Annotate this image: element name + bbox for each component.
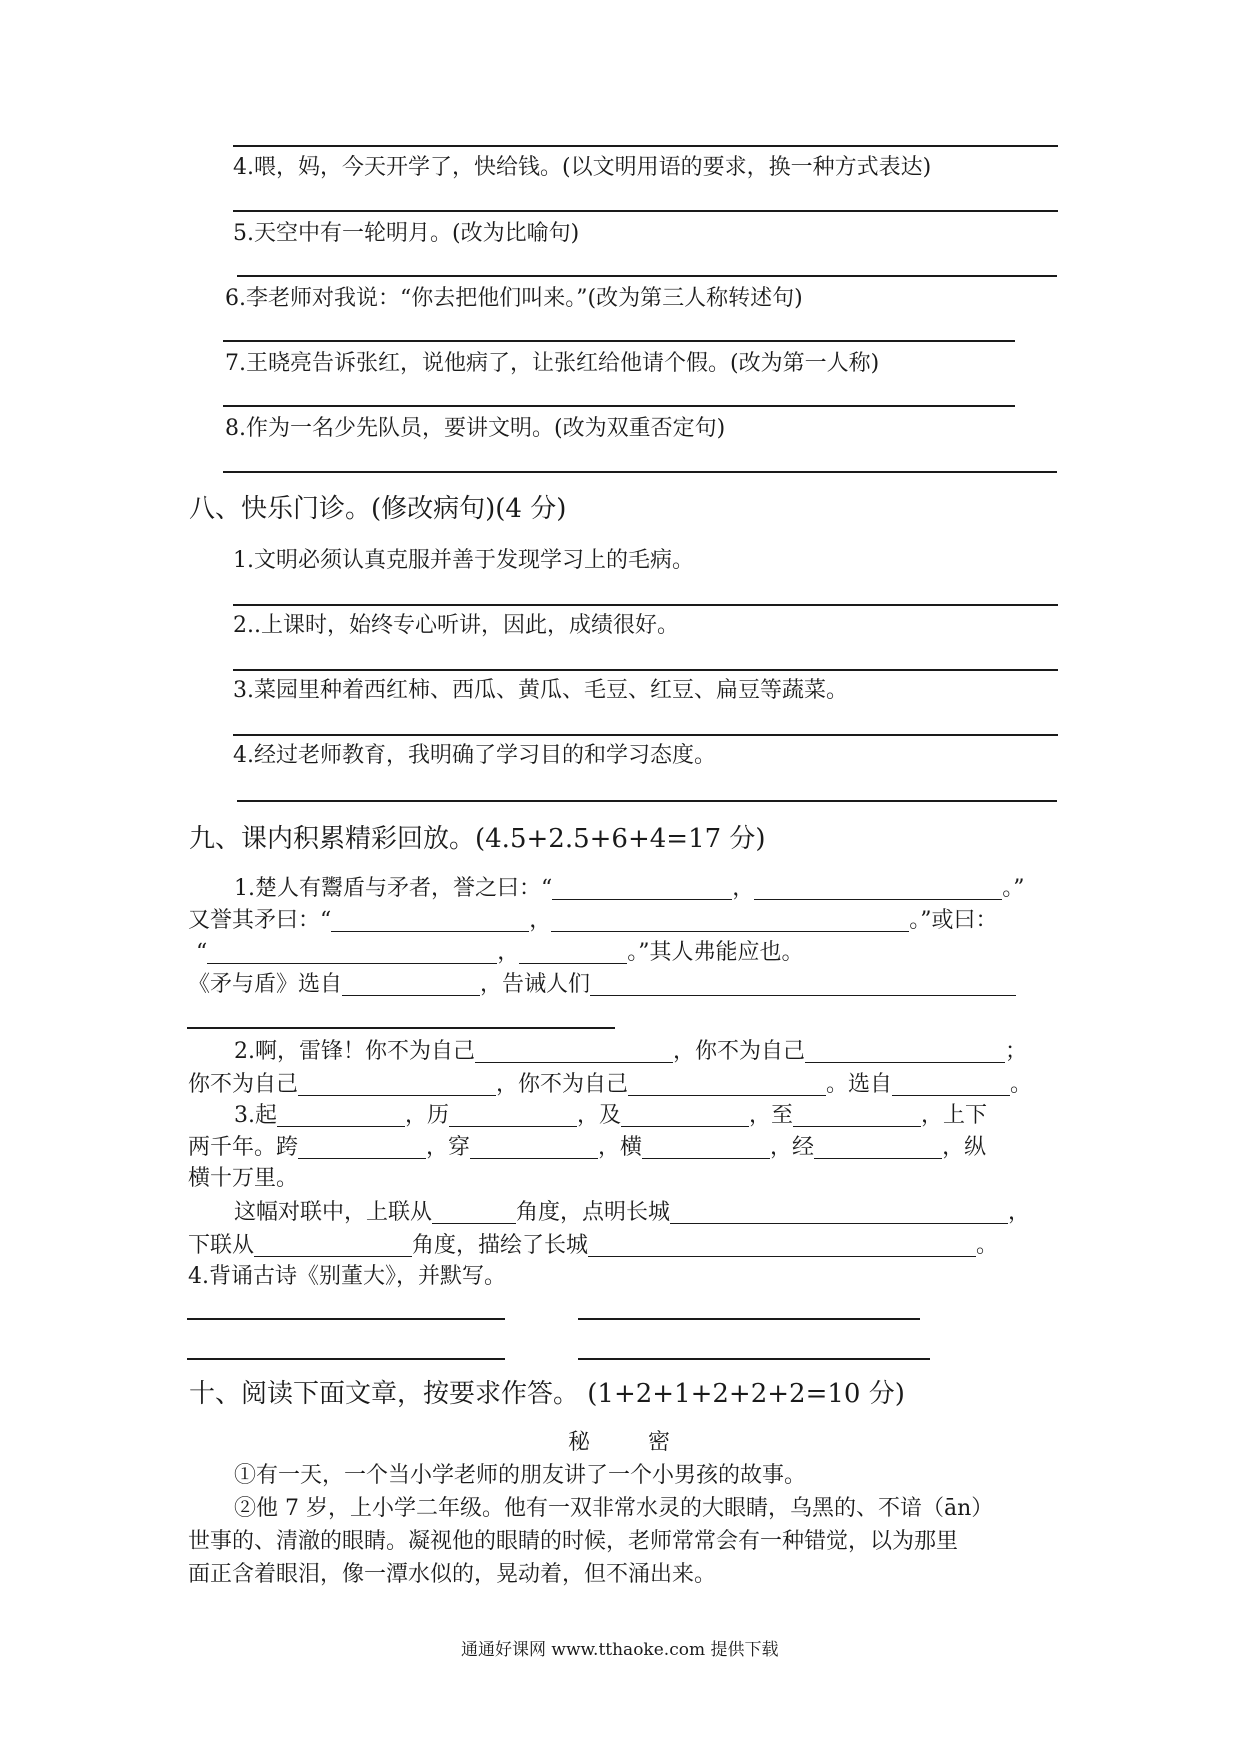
fill-blank[interactable] — [892, 1073, 1010, 1096]
q2-line-2 — [188, 1073, 1032, 1096]
section-heading: 九、课内积累精彩回放。(4.5+2.5+6+4=17 分) — [189, 824, 766, 854]
fill-blank[interactable] — [331, 909, 529, 932]
fill-blank[interactable] — [590, 973, 1016, 996]
question-item: 1.文明必须认真克服并善于发现学习上的毛病。 — [233, 548, 694, 573]
fill-blank[interactable] — [588, 1234, 976, 1257]
fill-blank[interactable] — [793, 1104, 921, 1127]
text: 你不为自己 — [188, 1072, 299, 1097]
answer-line[interactable] — [233, 210, 1058, 212]
answer-line[interactable] — [223, 405, 1015, 407]
answer-line[interactable] — [233, 145, 1058, 147]
article-paragraph: ①有一天，一个当小学老师的朋友讲了一个小男孩的故事。 — [234, 1463, 807, 1488]
text: 2.啊，雷锋！你不为自己 — [234, 1039, 475, 1064]
answer-line[interactable] — [223, 471, 1057, 473]
text: 角度，点明长城 — [516, 1200, 671, 1225]
text: ，上下 — [921, 1103, 988, 1128]
fill-blank[interactable] — [551, 909, 909, 932]
article-paragraph: 面正含着眼泪，像一潭水似的，晃动着，但不涌出来。 — [188, 1562, 717, 1587]
text: 3.起 — [234, 1103, 277, 1128]
q1-line-3 — [196, 941, 804, 964]
article-title-char: 秘 — [568, 1430, 591, 1455]
fill-blank[interactable] — [628, 1073, 826, 1096]
fill-blank[interactable] — [298, 1073, 496, 1096]
answer-line[interactable] — [237, 800, 1057, 802]
text: 。” — [1002, 876, 1025, 901]
q3-line-4 — [234, 1201, 1030, 1224]
text: ，横 — [598, 1135, 643, 1160]
fill-blank[interactable] — [277, 1104, 405, 1127]
q1-line-4 — [188, 973, 1016, 996]
question-item: 4.经过老师教育，我明确了学习目的和学习态度。 — [233, 743, 716, 768]
answer-line[interactable] — [187, 1027, 615, 1029]
answer-line[interactable] — [233, 734, 1058, 736]
text: ，及 — [577, 1103, 622, 1128]
text: ，你不为自己 — [496, 1072, 629, 1097]
text: 。选自 — [826, 1072, 893, 1097]
text: ，历 — [405, 1103, 450, 1128]
fill-blank[interactable] — [254, 1234, 412, 1257]
article-paragraph: ②他 7 岁，上小学二年级。他有一双非常水灵的大眼睛，乌黑的、不谙（ān） — [234, 1496, 994, 1521]
text: ， — [497, 940, 520, 965]
text: ， — [529, 908, 552, 933]
q1-line-1 — [234, 877, 1025, 900]
q3-line-2 — [188, 1136, 986, 1159]
question-item: 3.菜园里种着西红柿、西瓜、黄瓜、毛豆、红豆、扁豆等蔬菜。 — [233, 678, 848, 703]
q2-line-1 — [234, 1040, 1027, 1063]
text: ，你不为自己 — [673, 1039, 806, 1064]
text: “ — [196, 940, 208, 965]
article-paragraph: 世事的、清澈的眼睛。凝视他的眼睛的时候，老师常常会有一种错觉，以为那里 — [188, 1529, 959, 1554]
fill-blank[interactable] — [298, 1136, 426, 1159]
fill-blank[interactable] — [432, 1201, 516, 1224]
fill-blank[interactable] — [754, 877, 1002, 900]
question-item: 2..上课时，始终专心听讲，因此，成绩很好。 — [233, 613, 679, 638]
text: ， — [1008, 1200, 1031, 1225]
fill-blank[interactable] — [519, 941, 627, 964]
text: 又誉其矛曰：“ — [188, 908, 332, 933]
text: 1.楚人有鬻盾与矛者，誉之曰：“ — [234, 876, 553, 901]
text: ； — [1005, 1039, 1028, 1064]
answer-line[interactable] — [223, 340, 1015, 342]
text: 下联从 — [188, 1233, 255, 1258]
answer-line[interactable] — [187, 1358, 505, 1360]
text: 两千年。跨 — [188, 1135, 299, 1160]
fill-blank[interactable] — [621, 1104, 749, 1127]
fill-blank[interactable] — [552, 877, 732, 900]
question-item: 4.喂，妈，今天开学了，快给钱。(以文明用语的要求，换一种方式表达) — [233, 155, 932, 180]
section-heading: 十、阅读下面文章，按要求作答。 (1+2+1+2+2+2=10 分) — [189, 1379, 905, 1409]
text: 。”或曰： — [909, 908, 998, 933]
answer-line[interactable] — [237, 275, 1057, 277]
question-item: 7.王晓亮告诉张红，说他病了，让张红给他请个假。(改为第一人称) — [225, 351, 880, 376]
answer-line[interactable] — [233, 669, 1058, 671]
fill-blank[interactable] — [805, 1040, 1005, 1063]
answer-line[interactable] — [233, 604, 1058, 606]
question-item: 8.作为一名少先队员，要讲文明。(改为双重否定句) — [225, 416, 726, 441]
article-title-char: 密 — [648, 1430, 671, 1455]
text: 这幅对联中，上联从 — [234, 1200, 433, 1225]
text: 。 — [976, 1233, 999, 1258]
text: ，纵 — [942, 1135, 987, 1160]
text: ， — [732, 876, 755, 901]
fill-blank[interactable] — [449, 1104, 577, 1127]
text: ，经 — [770, 1135, 815, 1160]
text: 。”其人弗能应也。 — [627, 940, 804, 965]
answer-line[interactable] — [187, 1318, 505, 1320]
answer-line[interactable] — [578, 1318, 920, 1320]
question-item: 6.李老师对我说：“你去把他们叫来。”(改为第三人称转述句) — [225, 286, 803, 311]
fill-blank[interactable] — [814, 1136, 942, 1159]
section-heading: 八、快乐门诊。(修改病句)(4 分) — [189, 494, 567, 524]
fill-blank[interactable] — [475, 1040, 673, 1063]
fill-blank[interactable] — [342, 973, 480, 996]
q3-line-1 — [234, 1104, 987, 1127]
text: 《矛与盾》选自 — [188, 972, 343, 997]
text: ，至 — [749, 1103, 794, 1128]
fill-blank[interactable] — [470, 1136, 598, 1159]
text: 。 — [1010, 1072, 1033, 1097]
answer-line[interactable] — [578, 1358, 930, 1360]
page-footer: 通通好课网 www.tthaoke.com 提供下载 — [461, 1640, 779, 1660]
q3-line-3: 横十万里。 — [188, 1166, 299, 1191]
text: ，穿 — [426, 1135, 471, 1160]
q3-line-5 — [188, 1234, 998, 1257]
text: ，告诫人们 — [480, 972, 591, 997]
question-item: 5.天空中有一轮明月。(改为比喻句) — [233, 221, 580, 246]
text: 角度，描绘了长城 — [412, 1233, 589, 1258]
fill-blank[interactable] — [670, 1201, 1008, 1224]
fill-blank[interactable] — [207, 941, 497, 964]
q1-line-2 — [188, 909, 998, 932]
q4-prompt: 4.背诵古诗《别董大》，并默写。 — [188, 1264, 506, 1289]
fill-blank[interactable] — [642, 1136, 770, 1159]
